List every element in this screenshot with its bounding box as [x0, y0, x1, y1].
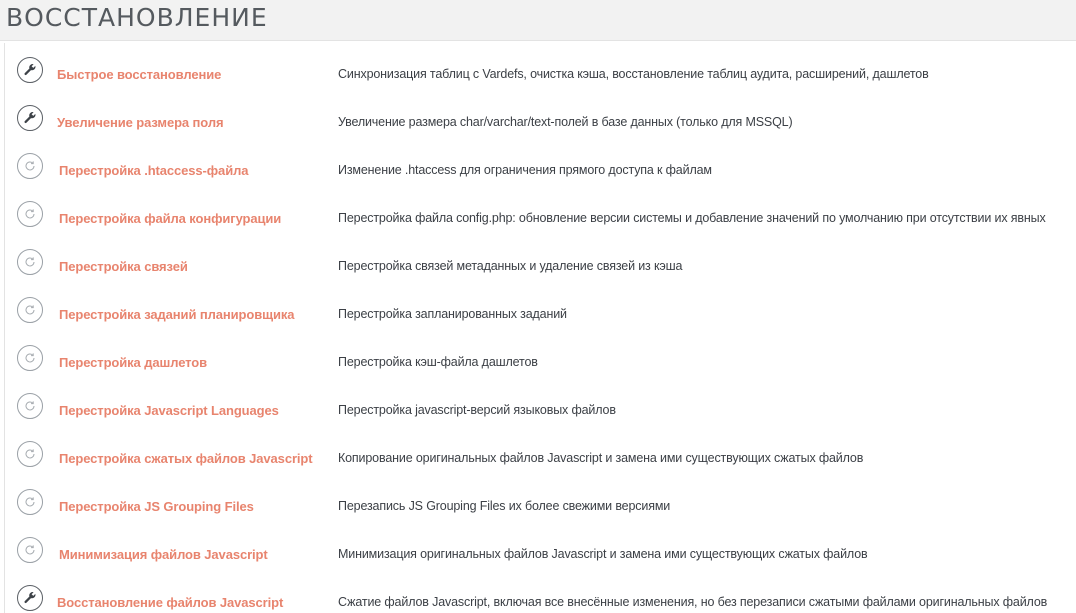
rebuild-compressed-js-description: Копирование оригинальных файлов Javascript и замена ими существующих сжатых файлов [338, 451, 864, 465]
quick-repair-link[interactable]: Быстрое восстановление [57, 67, 222, 82]
rebuild-schedulers-link[interactable]: Перестройка заданий планировщика [59, 307, 295, 322]
rebuild-relationships-link[interactable]: Перестройка связей [59, 259, 188, 274]
repair-js-link[interactable]: Восстановление файлов Javascript [57, 595, 284, 610]
repair-list [4, 43, 1076, 613]
rebuild-schedulers-description: Перестройка запланированных заданий [338, 307, 567, 321]
rebuild-htaccess-description: Изменение .htaccess для ограничения прямого доступа к файлам [338, 163, 712, 177]
rebuild-js-languages-link[interactable]: Перестройка Javascript Languages [59, 403, 279, 418]
rebuild-relationships-description: Перестройка связей метаданных и удаление связей из кэша [338, 259, 683, 273]
expand-fields-link[interactable]: Увеличение размера поля [57, 115, 224, 130]
list-item-rebuild-compressed-js [5, 431, 1076, 479]
rebuild-htaccess-link[interactable]: Перестройка .htaccess-файла [59, 163, 249, 178]
refresh-icon[interactable] [17, 345, 43, 371]
list-item-rebuild-js-grouping [5, 479, 1076, 527]
rebuild-js-grouping-description: Перезапись JS Grouping Files их более свежими версиями [338, 499, 671, 513]
list-item-rebuild-relationships [5, 239, 1076, 287]
list-item-rebuild-dashlets [5, 335, 1076, 383]
refresh-icon[interactable] [17, 249, 43, 275]
expand-fields-description: Увеличение размера char/varchar/text-полей в базе данных (только для MSSQL) [338, 115, 793, 129]
rebuild-dashlets-link[interactable]: Перестройка дашлетов [59, 355, 207, 370]
wrench-icon[interactable] [17, 57, 43, 83]
quick-repair-description: Синхронизация таблиц с Vardefs, очистка кэша, восстановление таблиц аудита, расширений, дашлетов [338, 67, 929, 81]
rebuild-dashlets-description: Перестройка кэш-файла дашлетов [338, 355, 538, 369]
repair-js-description: Сжатие файлов Javascript, включая все внесённые изменения, но без перезаписи сжатыми файлами оригинальных файлов [338, 595, 1048, 609]
page-title: ВОССТАНОВЛЕНИЕ [6, 3, 268, 32]
minify-js-link[interactable]: Минимизация файлов Javascript [59, 547, 268, 562]
rebuild-compressed-js-link[interactable]: Перестройка сжатых файлов Javascript [59, 451, 313, 466]
refresh-icon[interactable] [17, 489, 43, 515]
refresh-icon[interactable] [17, 153, 43, 179]
list-item-minify-js [5, 527, 1076, 575]
page-header [0, 0, 1076, 41]
refresh-icon[interactable] [17, 297, 43, 323]
list-item-rebuild-schedulers [5, 287, 1076, 335]
refresh-icon[interactable] [17, 201, 43, 227]
rebuild-config-link[interactable]: Перестройка файла конфигурации [59, 211, 282, 226]
refresh-icon[interactable] [17, 393, 43, 419]
refresh-icon[interactable] [17, 441, 43, 467]
wrench-icon[interactable] [17, 105, 43, 131]
rebuild-js-languages-description: Перестройка javascript-версий языковых файлов [338, 403, 616, 417]
list-item-quick-repair [5, 47, 1076, 95]
list-item-expand-fields [5, 95, 1076, 143]
list-item-rebuild-htaccess [5, 143, 1076, 191]
list-item-rebuild-config [5, 191, 1076, 239]
rebuild-config-description: Перестройка файла config.php: обновление версии системы и добавление значений по умолчанию при отсутствии их явных [338, 211, 1046, 225]
refresh-icon[interactable] [17, 537, 43, 563]
minify-js-description: Минимизация оригинальных файлов Javascript и замена ими существующих сжатых файлов [338, 547, 868, 561]
rebuild-js-grouping-link[interactable]: Перестройка JS Grouping Files [59, 499, 254, 514]
list-item-repair-js [5, 575, 1076, 613]
wrench-icon[interactable] [17, 585, 43, 611]
list-item-rebuild-js-languages [5, 383, 1076, 431]
